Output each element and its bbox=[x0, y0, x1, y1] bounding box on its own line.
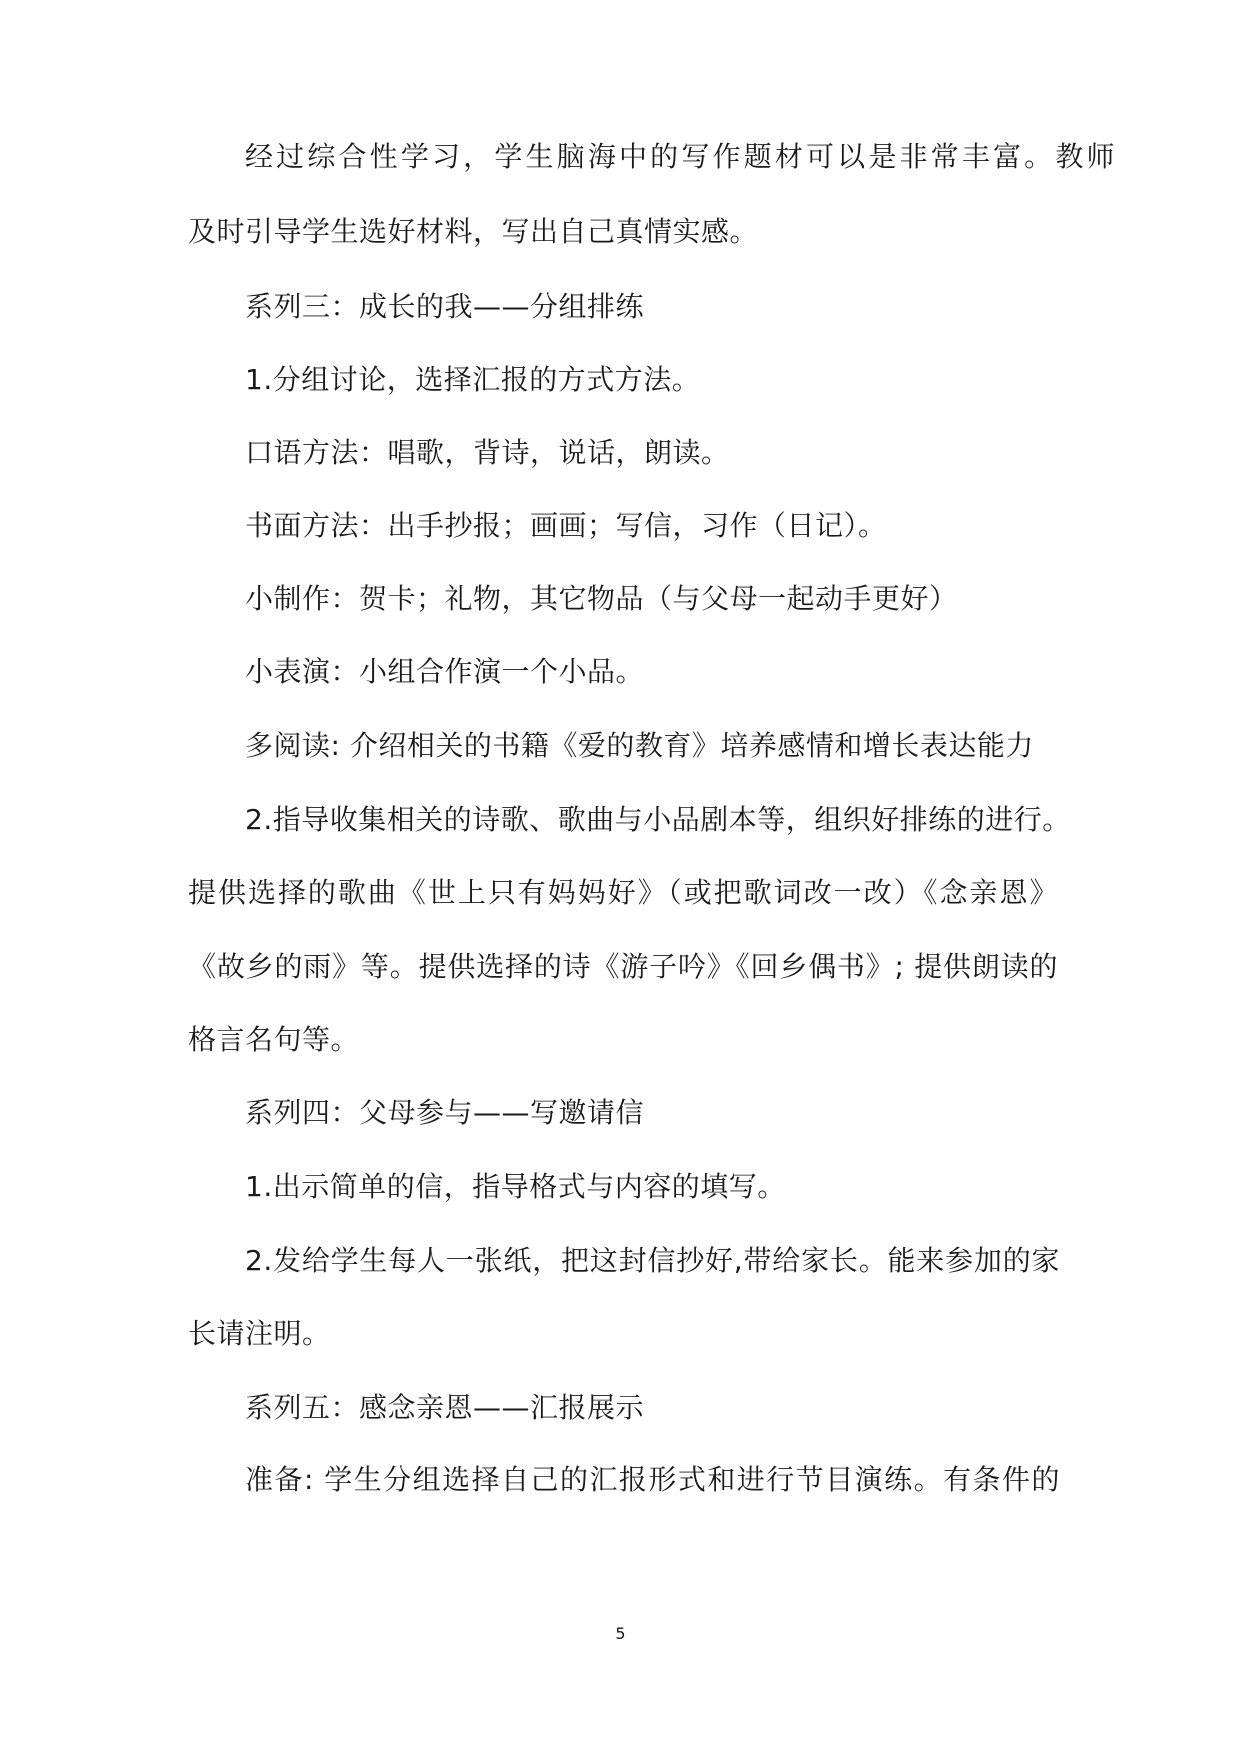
paragraph-line: 格言名句等。 bbox=[188, 1023, 360, 1056]
paragraph-line: 经过综合性学习，学生脑海中的写作题材可以是非常丰富。教师 bbox=[245, 140, 1115, 173]
section-heading: 系列五：感念亲恩——汇报展示 bbox=[245, 1391, 645, 1424]
paragraph-line: 口语方法：唱歌，背诗，说话，朗读。 bbox=[245, 436, 730, 469]
paragraph-line: 小表演：小组合作演一个小品。 bbox=[245, 655, 645, 688]
paragraph-line: 及时引导学生选好材料，写出自己真情实感。 bbox=[188, 215, 759, 248]
paragraph-line: 小制作：贺卡；礼物，其它物品（与父母一起动手更好） bbox=[245, 582, 958, 615]
paragraph-line: 《故乡的雨》等。提供选择的诗《游子吟》《回乡偶书》; 提供朗读的 bbox=[188, 950, 1058, 983]
paragraph-line: 书面方法：出手抄报；画画；写信，习作（日记）。 bbox=[245, 509, 887, 542]
paragraph-line: 准备: 学生分组选择自己的汇报形式和进行节目演练。有条件的 bbox=[245, 1463, 1060, 1496]
paragraph-line: 提供选择的歌曲《世上只有妈妈好》（或把歌词改一改）《念亲恩》 bbox=[188, 876, 1058, 909]
paragraph-line: 2.指导收集相关的诗歌、歌曲与小品剧本等，组织好排练的进行。 bbox=[245, 803, 1071, 836]
page-number: 5 bbox=[615, 1624, 626, 1643]
section-heading: 系列三：成长的我——分组排练 bbox=[245, 290, 645, 323]
paragraph-line: 1.分组讨论，选择汇报的方式方法。 bbox=[245, 363, 701, 396]
section-heading: 系列四：父母参与——写邀请信 bbox=[245, 1096, 645, 1129]
paragraph-line: 长请注明。 bbox=[188, 1317, 331, 1350]
paragraph-line: 1.出示简单的信，指导格式与内容的填写。 bbox=[245, 1170, 786, 1203]
paragraph-line: 2.发给学生每人一张纸，把这封信抄好,带给家长。能来参加的家 bbox=[245, 1244, 1060, 1277]
paragraph-line: 多阅读: 介绍相关的书籍《爱的教育》培养感情和增长表达能力 bbox=[245, 729, 1034, 762]
